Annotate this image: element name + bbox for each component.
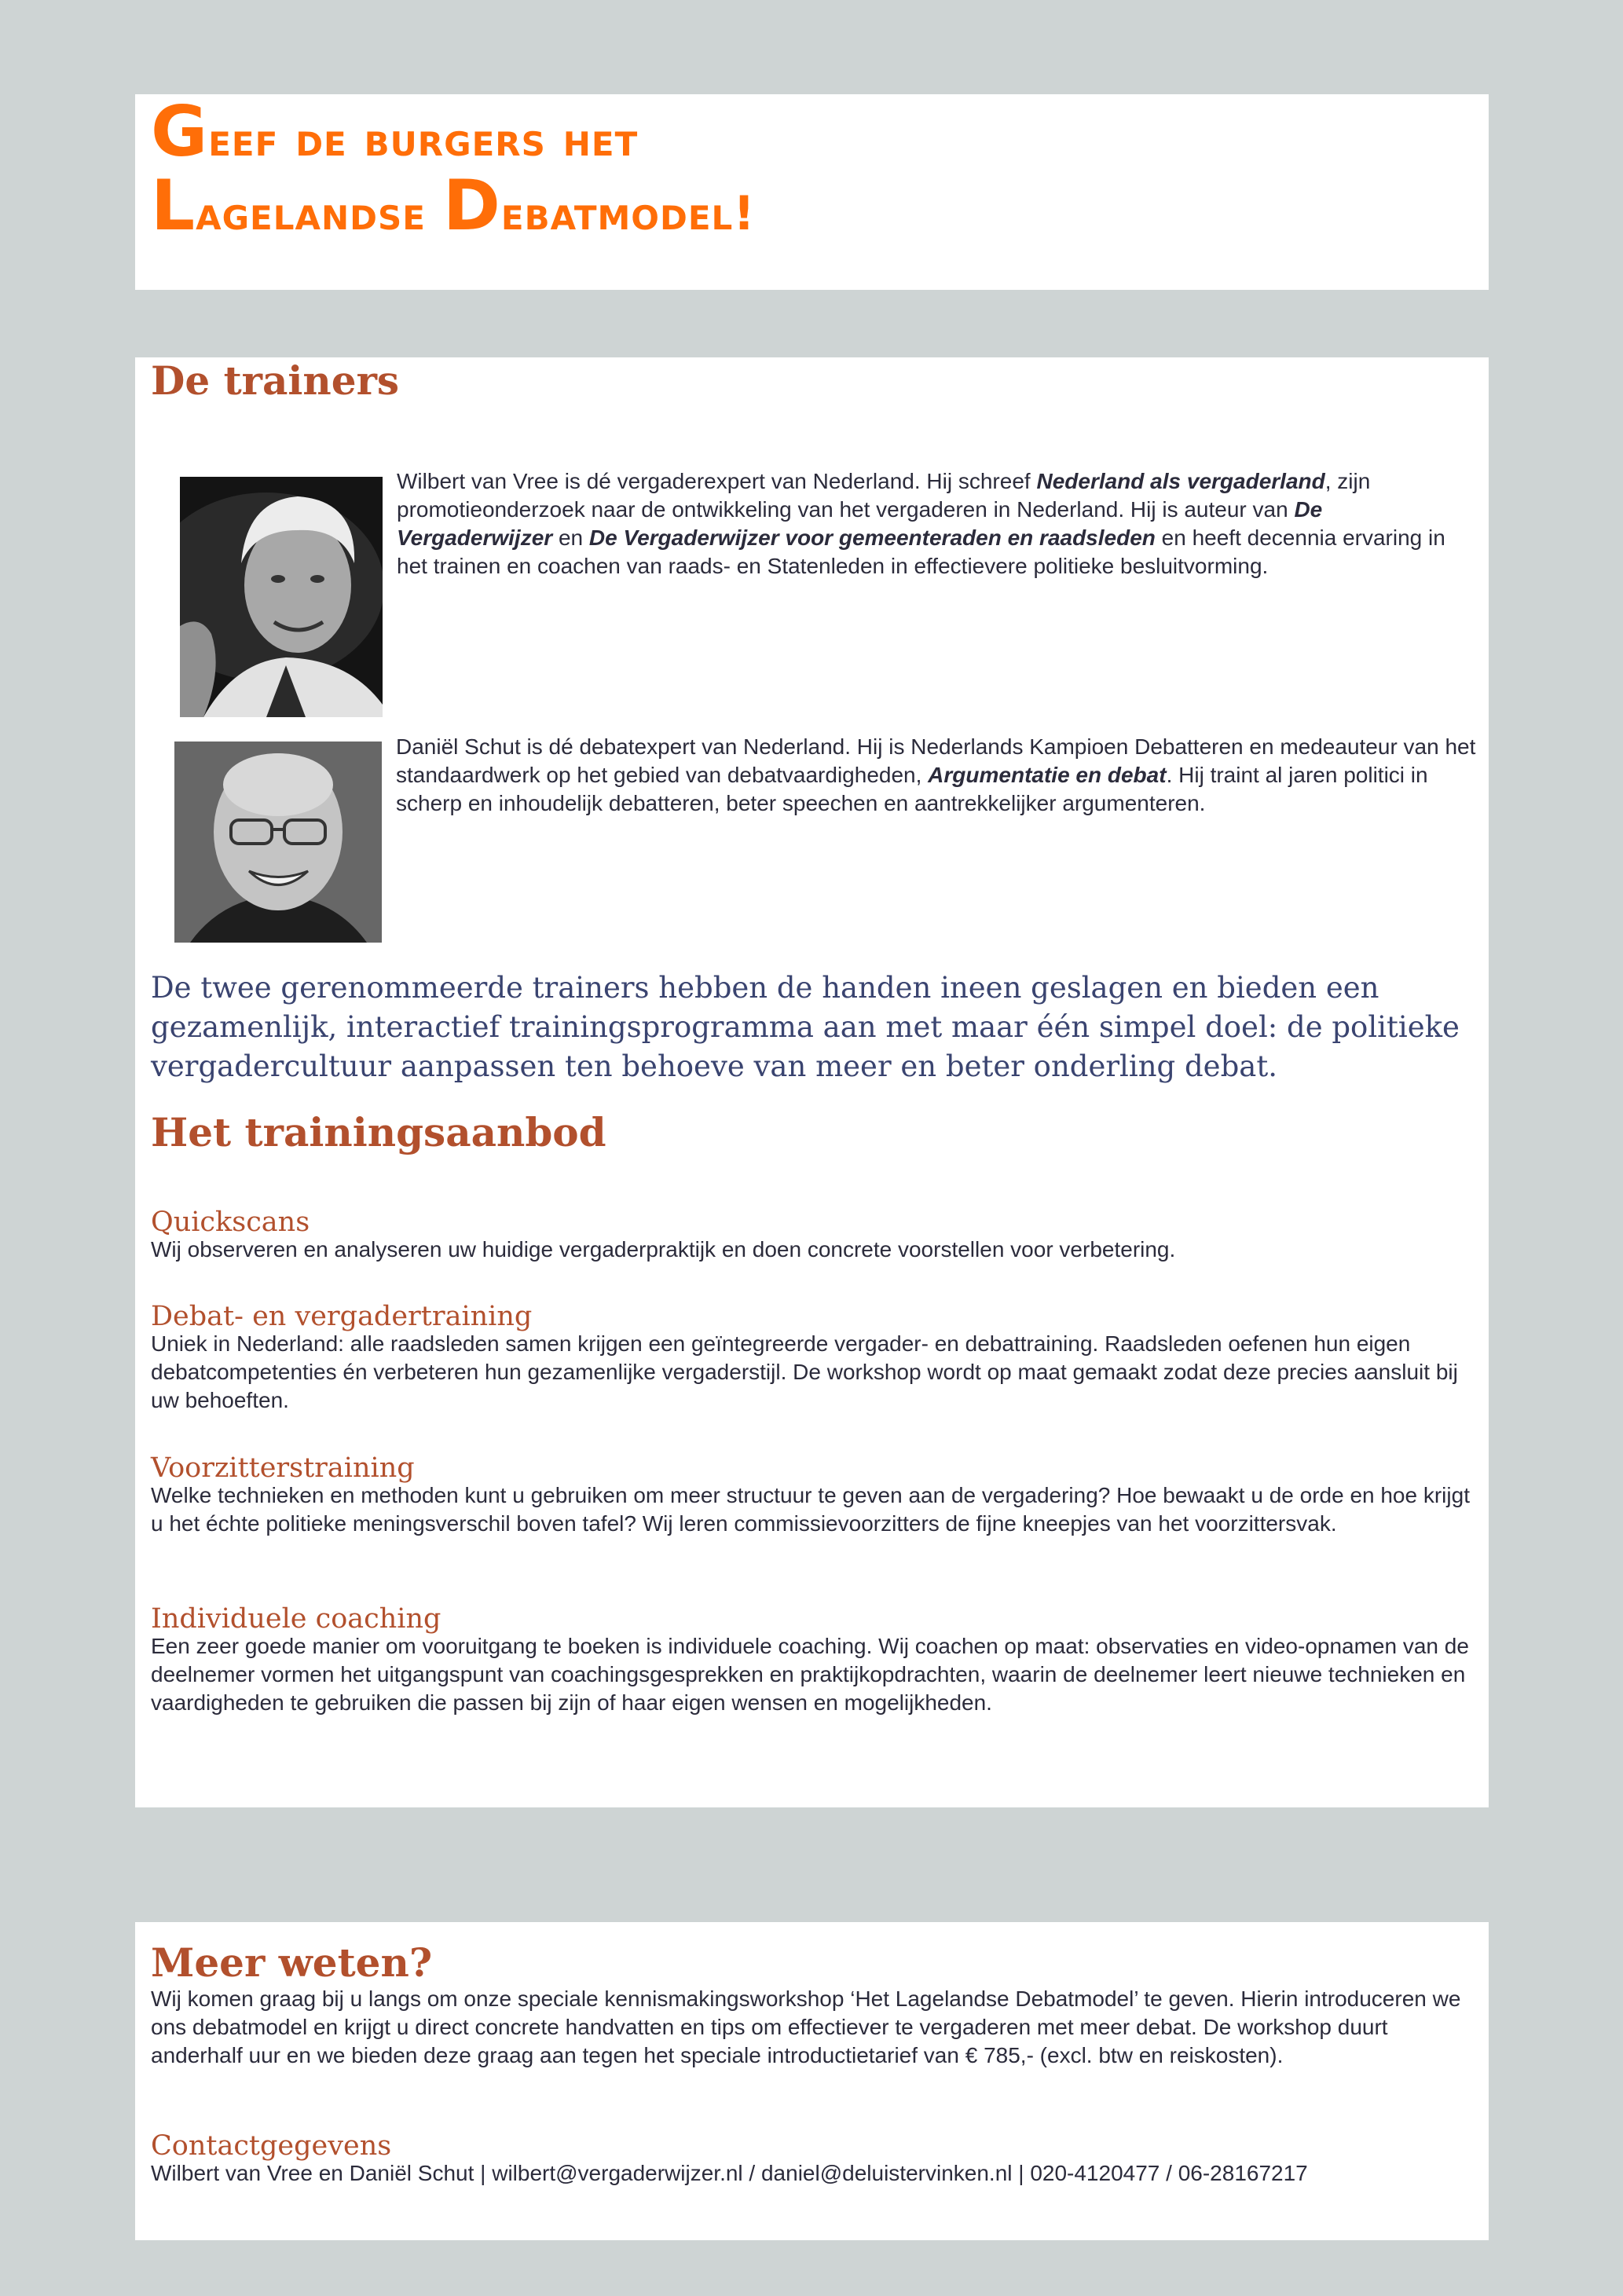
page-title <box>151 91 756 247</box>
daniel-photo <box>174 742 382 943</box>
offer-heading: Het trainingsaanbod <box>151 1109 606 1155</box>
offer-item-text: Uniek in Nederland: alle raadsleden samen krijgen een geïntegreerde vergader- en debattraining. Raadsleden oefenen hun eigen debatcompetenties én verbeteren hun gezamenlijke vergaderstijl. De workshop wordt op maat gemaakt zodat deze precies aansluit bij uw behoeften. <box>151 1331 1458 1412</box>
contact-heading: Contactgegevens <box>151 2130 392 2162</box>
offer-item-title: Voorzitterstraining <box>151 1452 415 1484</box>
more-info-card <box>135 1922 1489 2240</box>
offer-item-title: Debat- en vergadertraining <box>151 1301 533 1332</box>
daniel-bio: Daniël Schut is dé debatexpert van Nederland. Hij is Nederlands Kampioen Debatteren en medeauteur van het standaardwerk op het gebied van debatvaardigheden, Argumentatie en debat. Hij traint al jaren politici in scherp en inhoudelijk debatteren, beter speechen en aantrekkelijker argumenteren. <box>396 734 1476 815</box>
header-card <box>135 91 1489 290</box>
offer-item-text: Een zeer goede manier om vooruitgang te boeken is individuele coaching. Wij coachen op maat: observaties en video-opnamen van de deelnemer vormen het uitgangspunt van coachingsgesprekken en praktijkopdrachten, waarin de deelnemer leert nieuwe technieken en vaardigheden te gebruiken die passen bij zijn of haar eigen wensen en mogelijkheden. <box>151 1634 1469 1715</box>
contact-details: Wilbert van Vree en Daniël Schut | wilbert@vergaderwijzer.nl / daniel@deluistervinken.nl | 020-4120477 / 06-28167217 <box>151 2161 1308 2185</box>
wilbert-bio: Wilbert van Vree is dé vergaderexpert van Nederland. Hij schreef Nederland als vergaderland, zijn promotieonderzoek naar de ontwikkeling van het vergaderen in Nederland. Hij is auteur van De Vergaderwijzer en De Vergaderwijzer voor gemeenteraden en raadsleden en heeft decennia ervaring in het trainen en coachen van raads- en Statenleden in effectievere politieke besluitvorming. <box>397 469 1445 578</box>
offer-item-title: Individuele coaching <box>151 1603 441 1635</box>
trainers-intro: De twee gerenommeerde trainers hebben de handen ineen geslagen en bieden een gezamenlijk, interactief trainingsprogramma aan met maar één simpel doel: de politieke vergadercultuur aanpassen ten behoeve van meer en beter onderling debat. <box>151 971 1460 1083</box>
wilbert-photo <box>180 477 383 717</box>
main-card <box>135 357 1489 1807</box>
more-heading: Meer weten? <box>151 1939 433 1986</box>
title-line-2: Lagelandse Debatmodel! <box>151 165 756 246</box>
offer-item-text: Welke technieken en methoden kunt u gebruiken om meer structuur te geven aan de vergadering? Hoe bewaakt u de orde en hoe krijgt u het échte politieke meningsverschil boven tafel? Wij leren commissievoorzitters de fijne kneepjes van het voorzittersvak. <box>151 1483 1470 1536</box>
offer-item-title: Quickscans <box>151 1207 310 1238</box>
more-text: Wij komen graag bij u langs om onze speciale kennismakingsworkshop ‘Het Lagelandse Debatmodel’ te geven. Hierin introduceren we ons debatmodel en krijgt u direct concrete handvatten en tips om effectiever te vergaderen met meer debat. De workshop duurt anderhalf uur en we bieden deze graag aan tegen het speciale introductietarief van € 785,- (excl. btw en reiskosten). <box>151 1987 1461 2067</box>
offer-item-text: Wij observeren en analyseren uw huidige vergaderpraktijk en doen concrete voorstellen voor verbetering. <box>151 1237 1176 1262</box>
trainers-heading: De trainers <box>151 357 400 404</box>
title-line-1: Geef de burgers het <box>151 91 639 172</box>
